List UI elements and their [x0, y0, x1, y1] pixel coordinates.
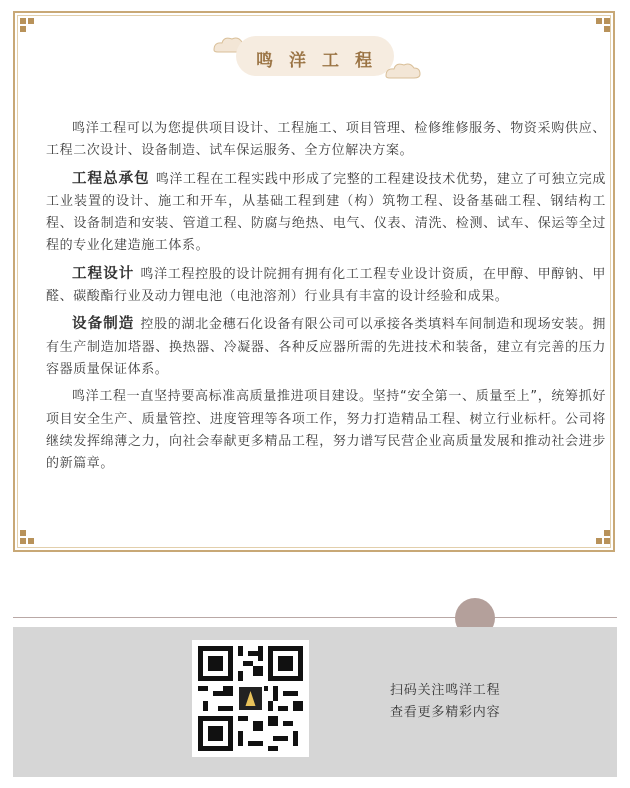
- qr-code-icon: [198, 646, 303, 751]
- qr-code[interactable]: [192, 640, 309, 757]
- intro-paragraph: 鸣洋工程可以为您提供项目设计、工程施工、项目管理、检修维修服务、物资采购供应、工程二次设计、设备制造、试车保运服务、全方位解决方案。: [46, 121, 606, 159]
- qr-caption-line2: 查看更多精彩内容: [390, 705, 501, 720]
- section-heading: 设备制造: [72, 316, 135, 333]
- corner-ornament-bottom-right: [596, 530, 612, 546]
- page-title: 鸣洋工程: [256, 51, 388, 71]
- section-paragraph-manufacturing: [46, 313, 606, 381]
- footer-panel: [13, 627, 617, 777]
- qr-caption-line1: 扫码关注鸣洋工程: [390, 683, 501, 698]
- section-text: 控股的湖北金穗石化设备有限公司可以承接各类填料车间制造和现场安装。拥有生产制造加塔器、换热器、冷凝器、各种反应器所需的先进技术和装备，建立有完善的压力容器质量保证体系。: [46, 317, 606, 377]
- title-banner: [210, 32, 420, 82]
- section-text: 鸣洋工程在工程实践中形成了完整的工程建设技术优势，建立了可独立完成工业装置的设计、施工和开车，从基础工程到建（构）筑物工程、设备基础工程、钢结构工程、设备制造和安装、管道工程、防腐与绝热、电气、仪表、清洗、检测、试车、保运等全过程的专业化建造施工体系。: [46, 171, 606, 254]
- section-heading: 工程设计: [72, 265, 135, 282]
- corner-ornament-top-left: [20, 18, 36, 34]
- qr-caption: [390, 680, 500, 724]
- section-paragraph-epc: [46, 168, 606, 258]
- article-body: [46, 118, 606, 480]
- cloud-ornament-right-icon: [382, 60, 422, 82]
- corner-ornament-bottom-left: [20, 530, 36, 546]
- section-divider: [13, 617, 617, 618]
- corner-ornament-top-right: [596, 18, 612, 34]
- section-paragraph-design: [46, 263, 606, 309]
- section-heading: 工程总承包: [72, 170, 150, 187]
- section-text: 鸣洋工程控股的设计院拥有拥有化工工程专业设计资质，在甲醇、甲醇钠、甲醛、碳酸酯行业及动力锂电池（电池溶剂）行业具有丰富的设计经验和成果。: [46, 266, 606, 305]
- closing-paragraph: 鸣洋工程一直坚持要高标准高质量推进项目建设。坚持“安全第一、质量至上”，统筹抓好项目安全生产、质量管控、进度管理等各项工作，努力打造精品工程、树立行业标杆。公司将继续发挥绵薄之力，向社会奉献更多精品工程，努力谱写民营企业高质量发展和推动社会进步的新篇章。: [46, 389, 606, 472]
